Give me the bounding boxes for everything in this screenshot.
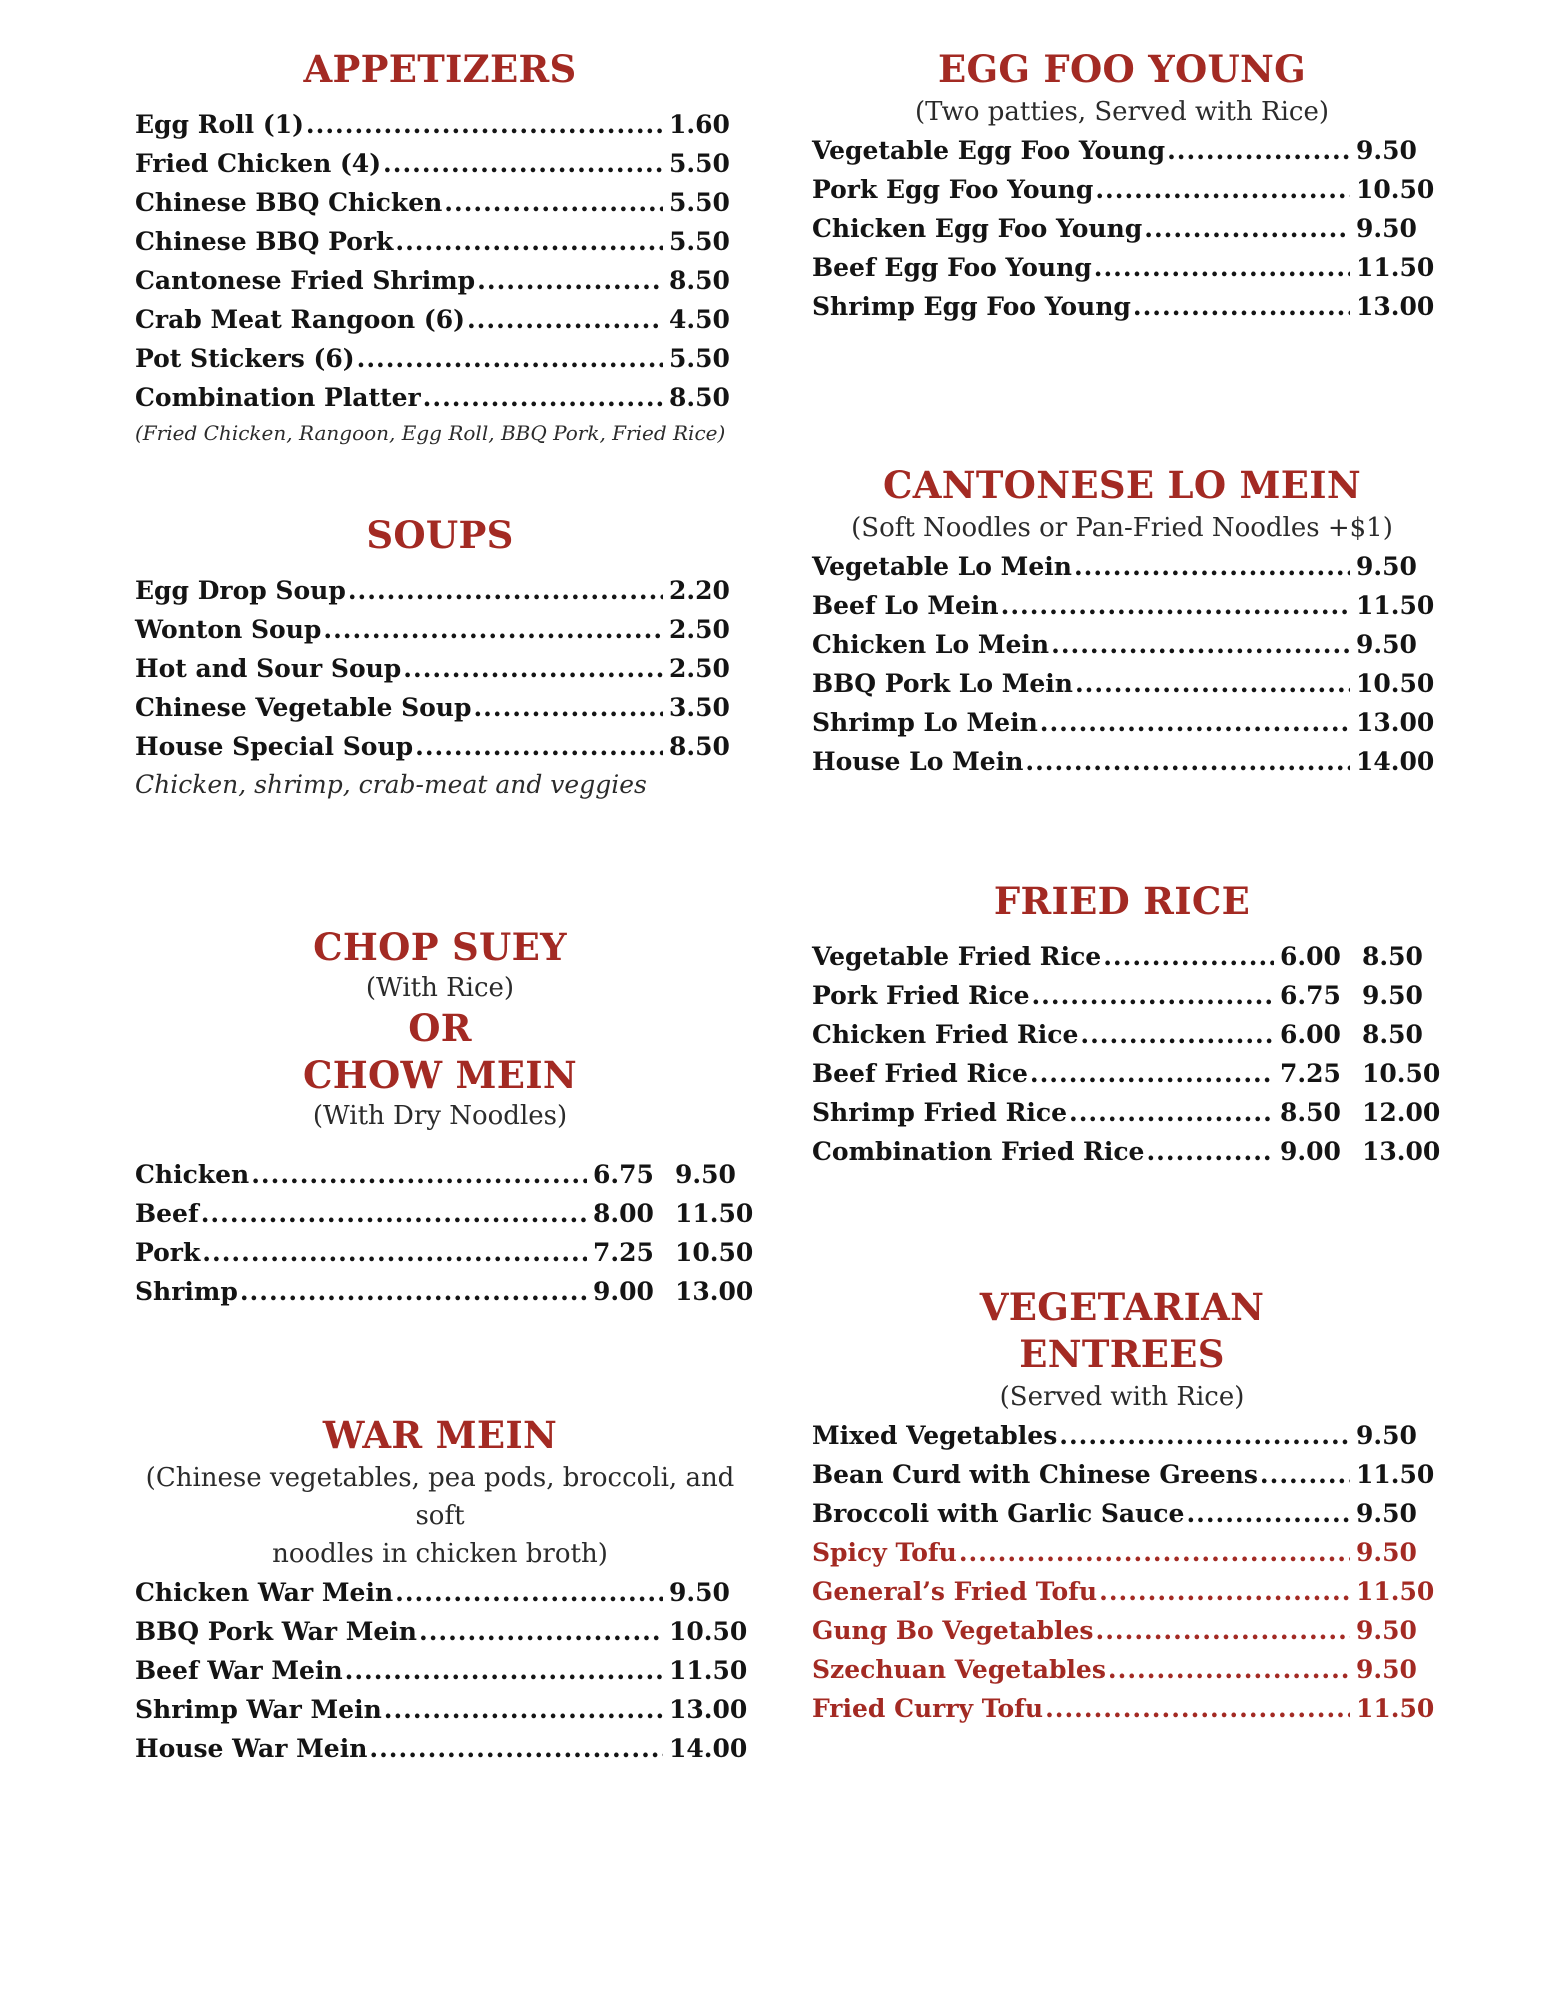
item-price: 11.50 <box>1356 253 1435 282</box>
item-price: 4.50 <box>669 305 730 334</box>
dot-leader <box>419 1612 663 1651</box>
soups-title: SOUPS <box>366 513 514 557</box>
egg-foo-young-list <box>812 131 1435 326</box>
menu-item <box>135 144 745 183</box>
menu-item <box>135 183 745 222</box>
item-name: Chicken War Mein <box>135 1578 394 1607</box>
menu-item <box>135 261 745 300</box>
dot-leader <box>1025 742 1350 781</box>
item-name: BBQ Pork War Mein <box>135 1617 417 1646</box>
dot-leader <box>1045 1689 1350 1728</box>
menu-item <box>812 170 1435 209</box>
dot-leader <box>357 339 663 378</box>
dot-leader <box>1186 1494 1350 1533</box>
item-price: 11.50 <box>1356 1460 1435 1489</box>
item-name: Chicken <box>135 1160 250 1189</box>
item-price-small: 9.00 <box>1280 1137 1341 1166</box>
item-name: Pot Stickers (6) <box>135 344 355 373</box>
dot-leader <box>1030 1054 1274 1093</box>
item-name: Broccoli with Garlic Sauce <box>812 1499 1185 1528</box>
item-name: Shrimp Lo Mein <box>812 708 1038 737</box>
item-name: Vegetable Egg Foo Young <box>812 136 1166 165</box>
item-price: 2.50 <box>669 654 730 683</box>
item-name: Beef Egg Foo Young <box>812 253 1092 282</box>
dot-leader <box>251 1155 587 1194</box>
dot-leader <box>467 300 663 339</box>
dot-leader <box>395 222 663 261</box>
item-price: 5.50 <box>669 188 730 217</box>
menu-item <box>135 727 745 766</box>
dot-leader <box>383 144 663 183</box>
item-price: 9.50 <box>669 1578 730 1607</box>
dot-leader <box>1075 664 1350 703</box>
dot-leader <box>1167 131 1350 170</box>
item-price: 14.00 <box>669 1734 748 1763</box>
dot-leader <box>345 1651 663 1690</box>
item-name: Crab Meat Rangoon (6) <box>135 305 465 334</box>
item-price: 11.50 <box>1356 1577 1435 1606</box>
dot-leader <box>202 1233 587 1272</box>
item-name: Shrimp Egg Foo Young <box>812 292 1131 321</box>
dot-leader <box>1074 547 1350 586</box>
dot-leader <box>1096 1611 1351 1650</box>
item-price-small: 6.75 <box>1280 981 1341 1010</box>
item-price-large: 9.50 <box>1362 981 1423 1010</box>
item-name: Shrimp <box>135 1277 238 1306</box>
menu-item <box>135 105 745 144</box>
item-price: 11.50 <box>1356 591 1435 620</box>
item-price: 9.50 <box>1356 1538 1417 1567</box>
menu-item <box>812 248 1435 287</box>
menu-item <box>812 1572 1435 1611</box>
dot-leader <box>323 610 663 649</box>
item-price: 10.50 <box>1356 175 1435 204</box>
menu-item <box>135 1612 748 1651</box>
menu-item <box>812 976 1432 1015</box>
item-price: 9.50 <box>1356 1655 1417 1684</box>
menu-item <box>135 1729 748 1768</box>
item-name: Chinese BBQ Chicken <box>135 188 443 217</box>
war-mein-title: WAR MEIN <box>322 1413 558 1457</box>
chop-suey-subtitle: (With Rice) <box>365 973 515 1003</box>
dot-leader <box>1146 1132 1274 1171</box>
vegetarian-title-line2: ENTREES <box>1019 1332 1225 1376</box>
item-price-small: 6.00 <box>1280 1020 1341 1049</box>
vegetarian-title-line1: VEGETARIAN <box>979 1285 1265 1329</box>
appetizers-list <box>135 105 745 417</box>
item-name: House Lo Mein <box>812 747 1024 776</box>
or-label: OR <box>408 1006 472 1050</box>
item-price-large: 13.00 <box>675 1277 754 1306</box>
menu-item <box>812 1689 1435 1728</box>
appetizers-title: APPETIZERS <box>303 47 577 91</box>
item-price-large: 9.50 <box>675 1160 736 1189</box>
item-name: Chicken Lo Mein <box>812 630 1050 659</box>
war-mein-section <box>135 1412 748 1768</box>
menu-item <box>135 571 745 610</box>
item-price-small: 8.50 <box>1280 1098 1341 1127</box>
item-name: Chinese Vegetable Soup <box>135 693 472 722</box>
fried-rice-list <box>812 937 1441 1171</box>
menu-item <box>135 1194 754 1233</box>
menu-item <box>812 287 1435 326</box>
war-mein-subtitle-line2: noodles in chicken broth) <box>272 1539 608 1569</box>
menu-item <box>812 1093 1441 1132</box>
item-name: Hot and Sour Soup <box>135 654 402 683</box>
item-price: 10.50 <box>1356 669 1435 698</box>
item-name: Fried Curry Tofu <box>812 1694 1044 1723</box>
menu-item <box>812 1132 1441 1171</box>
item-name: House Special Soup <box>135 732 414 761</box>
egg-foo-young-subtitle: (Two patties, Served with Rice) <box>915 97 1329 127</box>
dot-leader <box>473 688 663 727</box>
menu-item <box>135 649 745 688</box>
item-name: Chinese BBQ Pork <box>135 227 394 256</box>
item-price-large: 8.50 <box>1362 1020 1423 1049</box>
menu-item <box>812 1416 1432 1455</box>
item-price-small: 6.00 <box>1280 942 1341 971</box>
item-price: 3.50 <box>669 693 730 722</box>
appetizers-note: (Fried Chicken, Rangoon, Egg Roll, BBQ Pork, Fried Rice) <box>135 421 726 445</box>
item-name: Mixed Vegetables <box>812 1421 1058 1450</box>
item-price: 5.50 <box>669 227 730 256</box>
item-name: Beef War Mein <box>135 1656 343 1685</box>
item-name: Pork <box>135 1238 201 1267</box>
item-name: Cantonese Fried Shrimp <box>135 266 476 295</box>
lo-mein-subtitle: (Soft Noodles or Pan-Fried Noodles +$1) <box>851 513 1393 543</box>
item-price: 5.50 <box>669 149 730 178</box>
item-name: Beef Lo Mein <box>812 591 999 620</box>
menu-item <box>135 339 745 378</box>
menu-item <box>812 131 1432 170</box>
dot-leader <box>306 105 663 144</box>
soups-note: Chicken, shrimp, crab-meat and veggies <box>135 770 647 799</box>
menu-item <box>812 1015 1432 1054</box>
menu-item <box>812 625 1432 664</box>
menu-item <box>135 1272 754 1311</box>
item-price-small: 9.00 <box>593 1277 654 1306</box>
item-price-small: 7.25 <box>593 1238 654 1267</box>
item-price-large: 10.50 <box>1362 1059 1441 1088</box>
menu-item <box>135 1690 748 1729</box>
item-name: Chicken Fried Rice <box>812 1020 1079 1049</box>
item-price-large: 12.00 <box>1362 1098 1441 1127</box>
menu-item <box>135 378 745 417</box>
menu-item <box>812 547 1432 586</box>
menu-item <box>812 937 1432 976</box>
item-price: 9.50 <box>1356 1499 1417 1528</box>
menu-item <box>812 1494 1432 1533</box>
lo-mein-list <box>812 547 1435 781</box>
item-name: Shrimp Fried Rice <box>812 1098 1068 1127</box>
item-name: Fried Chicken (4) <box>135 149 382 178</box>
item-name: Vegetable Lo Mein <box>812 552 1072 581</box>
lo-mein-title: CANTONESE LO MEIN <box>882 463 1362 507</box>
item-price: 14.00 <box>1356 747 1435 776</box>
item-name: Szechuan Vegetables <box>812 1655 1106 1684</box>
menu-item <box>135 1573 745 1612</box>
dot-leader <box>348 571 663 610</box>
item-price-small: 7.25 <box>1280 1059 1341 1088</box>
menu-item <box>135 300 745 339</box>
menu-item <box>135 1155 745 1194</box>
menu-item <box>812 1054 1441 1093</box>
dot-leader <box>1099 1572 1350 1611</box>
item-price: 11.50 <box>1356 1694 1435 1723</box>
item-name: Beef Fried Rice <box>812 1059 1028 1088</box>
menu-item <box>812 1650 1432 1689</box>
menu-item <box>812 1455 1435 1494</box>
war-mein-subtitle-line1: (Chinese vegetables, pea pods, broccoli, and soft <box>145 1463 735 1531</box>
item-price: 2.20 <box>669 576 730 605</box>
appetizers-section <box>135 46 745 449</box>
item-name: Wonton Soup <box>135 615 322 644</box>
item-price: 10.50 <box>669 1617 748 1646</box>
item-name: Spicy Tofu <box>812 1538 957 1567</box>
menu-item <box>135 610 745 649</box>
dot-leader <box>1069 1093 1274 1132</box>
item-price: 2.50 <box>669 615 730 644</box>
dot-leader <box>959 1533 1350 1572</box>
dot-leader <box>444 183 663 222</box>
item-name: Gung Bo Vegetables <box>812 1616 1094 1645</box>
chop-suey-title: CHOP SUEY <box>313 925 567 969</box>
dot-leader <box>384 1690 663 1729</box>
dot-leader <box>240 1272 587 1311</box>
dot-leader <box>423 378 663 417</box>
dot-leader <box>1133 287 1350 326</box>
dot-leader <box>1051 625 1350 664</box>
dot-leader <box>1144 209 1350 248</box>
item-price: 9.50 <box>1356 630 1417 659</box>
item-price: 9.50 <box>1356 1421 1417 1450</box>
menu-item <box>812 209 1432 248</box>
item-price: 9.50 <box>1356 214 1417 243</box>
dot-leader <box>1103 937 1274 976</box>
vegetarian-section <box>812 1284 1435 1728</box>
item-name: Egg Roll (1) <box>135 110 304 139</box>
dot-leader <box>477 261 663 300</box>
item-price-large: 13.00 <box>1362 1137 1441 1166</box>
war-mein-list <box>135 1573 748 1768</box>
dot-leader <box>1260 1455 1350 1494</box>
dot-leader <box>403 649 663 688</box>
menu-item <box>135 1233 754 1272</box>
dot-leader <box>1031 976 1274 1015</box>
menu-item <box>812 703 1435 742</box>
item-price: 1.60 <box>669 110 730 139</box>
menu-item <box>135 222 745 261</box>
fried-rice-section <box>812 878 1441 1171</box>
dot-leader <box>369 1729 663 1768</box>
fried-rice-title: FRIED RICE <box>993 879 1251 923</box>
soups-section <box>135 512 745 804</box>
item-name: BBQ Pork Lo Mein <box>812 669 1073 698</box>
dot-leader <box>1108 1650 1350 1689</box>
dot-leader <box>1001 586 1350 625</box>
item-name: Bean Curd with Chinese Greens <box>812 1460 1258 1489</box>
item-name: General’s Fried Tofu <box>812 1577 1098 1606</box>
dot-leader <box>395 1573 663 1612</box>
chop-suey-section <box>135 924 754 1311</box>
menu-item <box>812 586 1435 625</box>
item-price: 8.50 <box>669 383 730 412</box>
item-price: 13.00 <box>1356 708 1435 737</box>
egg-foo-young-title: EGG FOO YOUNG <box>937 47 1307 91</box>
item-price-small: 6.75 <box>593 1160 654 1189</box>
item-price: 8.50 <box>669 266 730 295</box>
item-price-small: 8.00 <box>593 1199 654 1228</box>
dot-leader <box>415 727 663 766</box>
item-price: 9.50 <box>1356 136 1417 165</box>
item-price: 9.50 <box>1356 552 1417 581</box>
vegetarian-list <box>812 1416 1435 1728</box>
chow-mein-subtitle: (With Dry Noodles) <box>312 1101 568 1131</box>
item-price: 13.00 <box>669 1695 748 1724</box>
item-price: 11.50 <box>669 1656 748 1685</box>
item-name: Shrimp War Mein <box>135 1695 382 1724</box>
dot-leader <box>1080 1015 1274 1054</box>
item-price: 8.50 <box>669 732 730 761</box>
dot-leader <box>1059 1416 1350 1455</box>
item-name: Chicken Egg Foo Young <box>812 214 1143 243</box>
item-name: Beef <box>135 1199 199 1228</box>
item-price: 13.00 <box>1356 292 1435 321</box>
item-name: Combination Fried Rice <box>812 1137 1145 1166</box>
chow-mein-title: CHOW MEIN <box>302 1053 578 1097</box>
item-name: Egg Drop Soup <box>135 576 346 605</box>
item-name: House War Mein <box>135 1734 368 1763</box>
menu-item <box>812 1533 1432 1572</box>
dot-leader <box>1094 248 1350 287</box>
menu-item <box>812 742 1435 781</box>
soups-list <box>135 571 745 766</box>
menu-item <box>135 688 745 727</box>
item-price: 5.50 <box>669 344 730 373</box>
menu-item <box>812 664 1435 703</box>
item-price-large: 10.50 <box>675 1238 754 1267</box>
item-name: Combination Platter <box>135 383 421 412</box>
menu-item <box>812 1611 1432 1650</box>
item-price: 9.50 <box>1356 1616 1417 1645</box>
item-name: Vegetable Fried Rice <box>812 942 1102 971</box>
dot-leader <box>1040 703 1350 742</box>
lo-mein-section <box>812 462 1435 781</box>
chop-suey-list <box>135 1155 754 1311</box>
menu-item <box>135 1651 748 1690</box>
egg-foo-young-section <box>812 46 1435 326</box>
vegetarian-subtitle: (Served with Rice) <box>999 1382 1245 1412</box>
item-name: Pork Egg Foo Young <box>812 175 1094 204</box>
item-name: Pork Fried Rice <box>812 981 1030 1010</box>
item-price-large: 8.50 <box>1362 942 1423 971</box>
item-price-large: 11.50 <box>675 1199 754 1228</box>
dot-leader <box>201 1194 587 1233</box>
dot-leader <box>1095 170 1350 209</box>
